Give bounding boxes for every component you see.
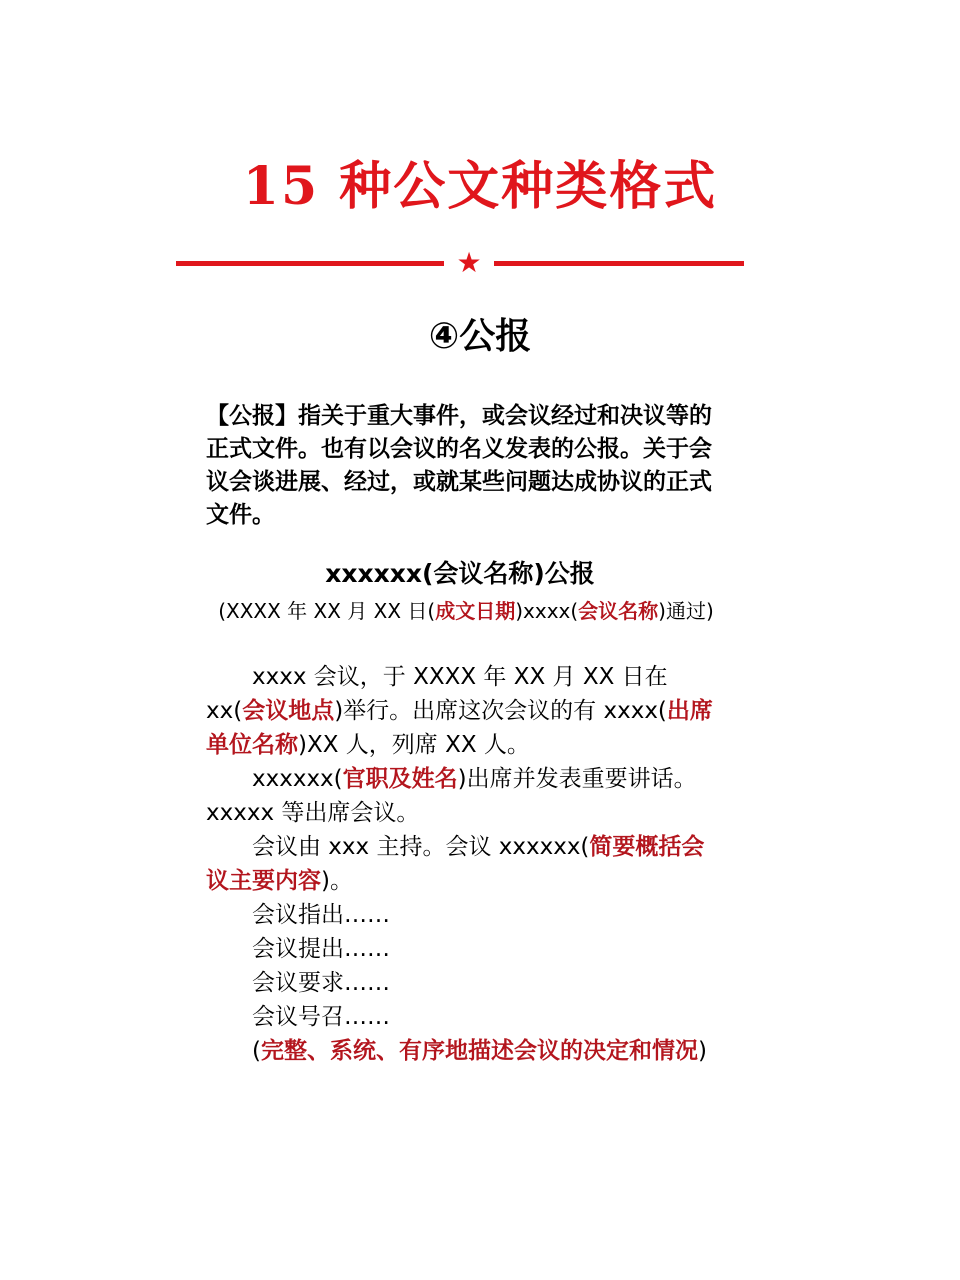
body-line-4: 会议号召…… [252,1004,390,1030]
document-subtitle [206,596,726,626]
p3-highlight-summary: 简要概括会议主要内容 [206,834,705,894]
p2-text-1: xxxxxx( [252,766,343,792]
sub-highlight-date: 成文日期 [435,599,516,623]
body-paragraph-3 [206,830,726,898]
star-icon: ★ [456,246,482,279]
intro-bracket-close: 】 [275,403,298,429]
intro-paragraph [206,400,726,532]
sub-highlight-meeting: 会议名称 [578,599,659,623]
p3-text-2: )。 [321,868,353,894]
p1-text-1: xxxx 会议，于 XXXX 年 XX 月 XX 日在 xx( [206,664,668,724]
section-heading: ④公报 [428,316,532,357]
p2-text-2: )出席并发表重要讲话。xxxxx 等出席会议。 [206,766,697,826]
note-open: ( [252,1038,261,1064]
body-line-2: 会议提出…… [252,936,390,962]
p1-text-2: )举行。出席这次会议的有 xxxx( [334,698,667,724]
title-divider [176,246,744,282]
note-close: ) [697,1038,707,1064]
intro-bracket-open: 【 [206,403,229,429]
note-highlight: 完整、系统、有序地描述会议的决定和情况 [260,1038,698,1064]
body-paragraph-2 [206,762,726,830]
p3-text-1: 会议由 xxx 主持。会议 xxxxxx( [252,834,590,860]
document-body [206,660,726,1068]
sub-text-1: (XXXX 年 XX 月 XX 日( [218,599,436,623]
sub-text-2: )xxxx( [515,599,579,623]
p1-text-3: )XX 人，列席 XX 人。 [298,732,530,758]
divider-line-left [176,261,444,266]
p2-highlight-official: 官职及姓名 [342,766,458,792]
divider-line-right [494,261,744,266]
body-line-1: 会议指出…… [252,902,390,928]
body-line-3: 会议要求…… [252,970,390,996]
sub-text-3: )通过) [658,599,714,623]
p1-highlight-location: 会议地点 [242,698,335,724]
body-note [206,1034,726,1068]
intro-term: 公报 [229,403,275,429]
page-title: 15 种公文种类格式 [242,156,718,217]
intro-text: 指关于重大事件，或会议经过和决议等的正式文件。也有以会议的名义发表的公报。关于会议会谈进展、经过，或就某些问题达成协议的正式文件。 [206,403,712,528]
body-paragraph-1 [206,660,726,762]
document-title: xxxxxx(会议名称)公报 [325,559,595,588]
p1-highlight-attendees: 出席单位名称 [206,698,713,758]
